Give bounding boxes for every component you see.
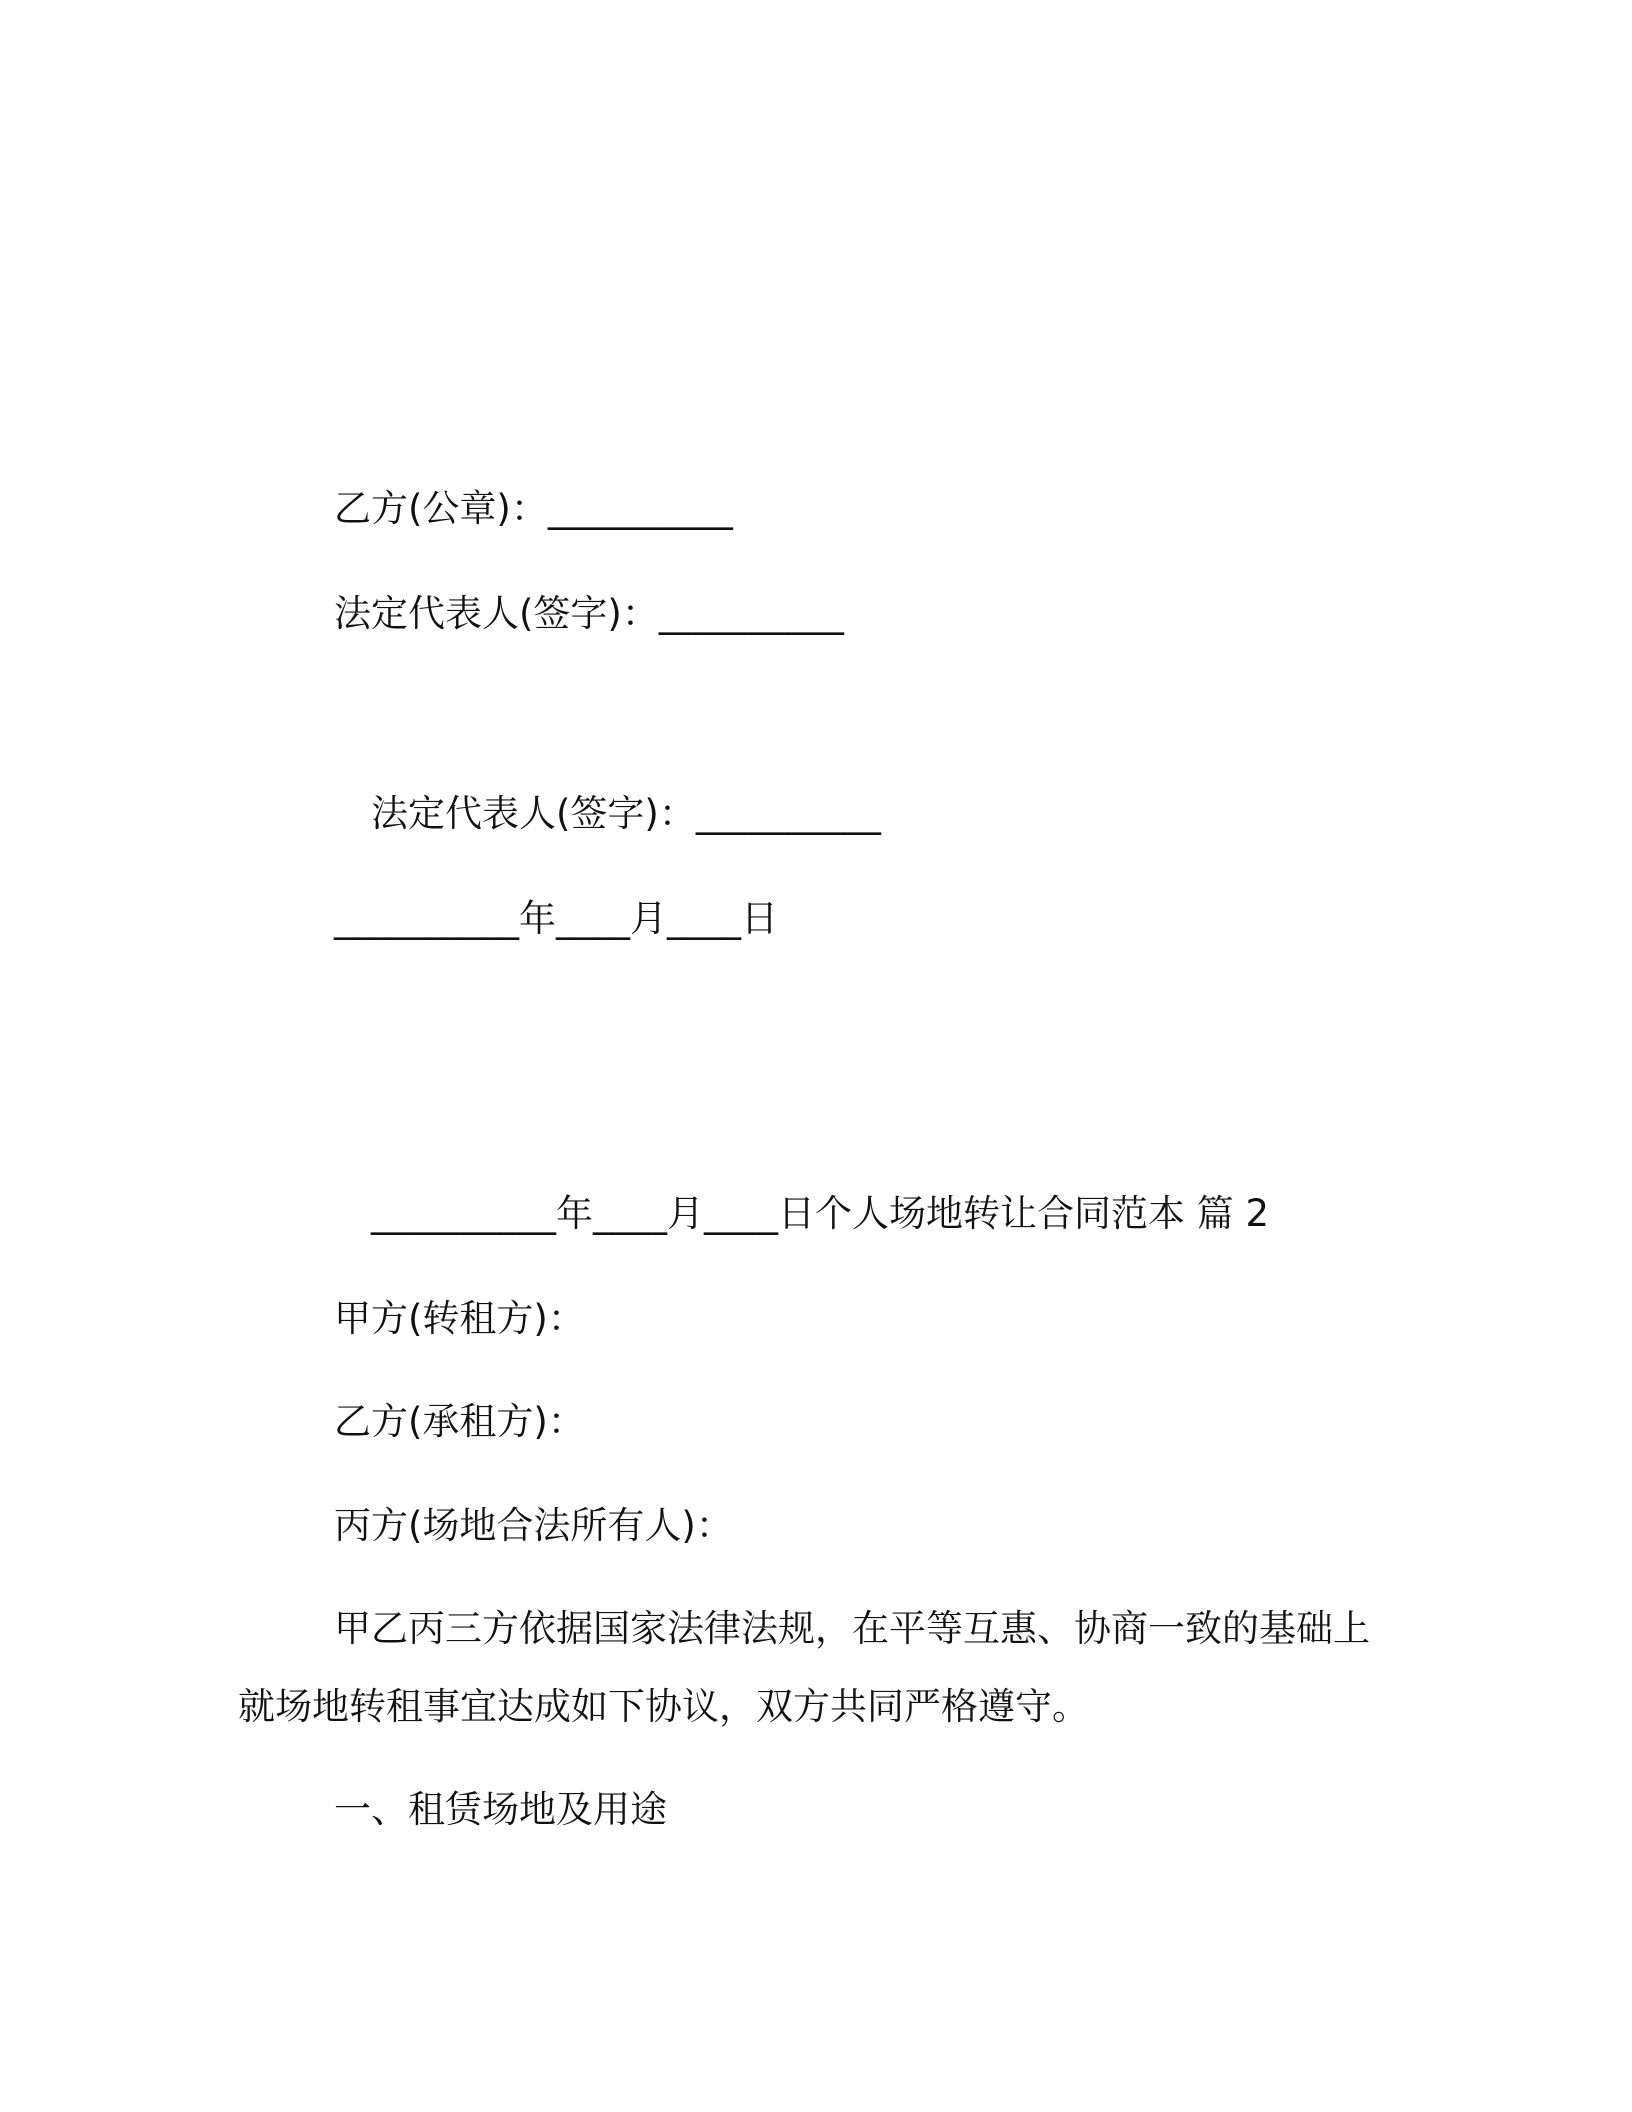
legal-representative-signature-line: 法定代表人(签字)：__________ [334,592,844,635]
party-b-seal-line: 乙方(公章)：__________ [334,487,733,530]
section-1-heading: 一、租赁场地及用途 [334,1788,667,1831]
intro-paragraph-line-1: 甲乙丙三方依据国家法律法规，在平等互惠、协商一致的基础上 [334,1607,1370,1650]
date-line: __________年____月____日 [334,897,778,940]
contract-title-line: __________年____月____日个人场地转让合同范本 篇 2 [371,1192,1270,1235]
party-a-line: 甲方(转租方)： [334,1297,585,1340]
intro-paragraph-line-2: 就场地转租事宜达成如下协议，双方共同严格遵守。 [238,1685,1089,1728]
legal-representative-signature-line-2: 法定代表人(签字)：__________ [371,792,881,835]
party-c-line: 丙方(场地合法所有人)： [334,1504,733,1547]
party-b-line: 乙方(承租方)： [334,1400,585,1443]
